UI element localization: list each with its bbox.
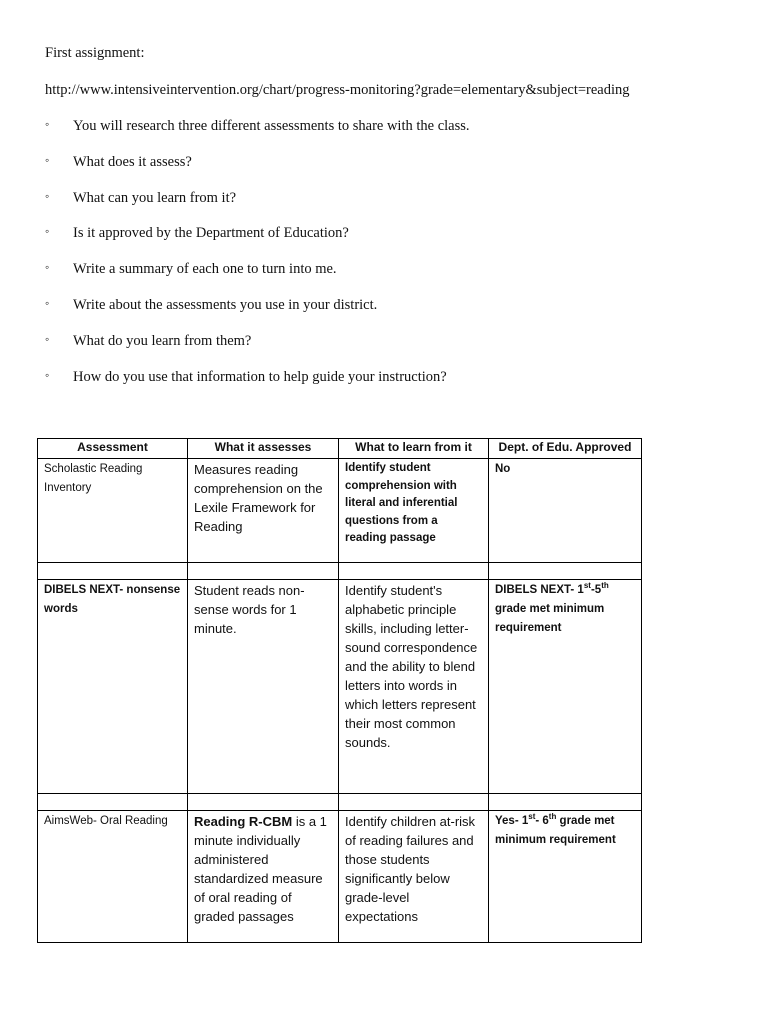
ordinal-suffix: th [548,812,557,822]
list-item-text: What do you learn from them? [73,332,252,349]
bullet-icon: ◦ [45,260,50,275]
bold-term: Reading R-CBM [194,814,293,829]
approved-text: -5 [590,584,602,596]
list-item [45,225,470,261]
bullet-icon: ◦ [45,331,50,346]
ordinal-suffix: th [601,581,609,591]
list-item [45,261,470,297]
list-item-text: Is it approved by the Department of Education? [73,225,349,242]
header-what-to-learn: What to learn from it [339,439,489,459]
assignment-heading: First assignment: [45,45,145,61]
list-item [45,190,470,226]
bullet-icon: ◦ [45,152,50,167]
list-item-text: Write a summary of each one to turn into me. [73,261,337,278]
table-row [38,811,642,943]
list-item [45,118,470,154]
list-item [45,297,470,333]
cell-assessment: DIBELS NEXT- nonsense words [38,580,188,794]
header-assessment: Assessment [38,439,188,459]
cell-approved [489,580,642,794]
cell-approved [489,811,642,943]
header-what-it-assesses: What it assesses [188,439,339,459]
bullet-icon: ◦ [45,367,50,382]
cell-assesses: Student reads non-sense words for 1 minute. [188,580,339,794]
list-item-text: Write about the assessments you use in your district. [73,296,378,313]
list-item-text: How do you use that information to help guide your instruction? [73,368,447,385]
assessment-table [37,438,642,943]
cell-learn: Identify children at-risk of reading failures and those students significantly below grade-level expectations [339,811,489,943]
list-item-text: What can you learn from it? [73,189,237,206]
cell-assessment: Scholastic Reading Inventory [38,459,188,563]
cell-learn: Identify student's alphabetic principle skills, including letter-sound correspondence and the ability to blend letters into words in which letters represent their most common sounds. [339,580,489,794]
list-item [45,333,470,369]
approved-text: grade met minimum requirement [495,815,616,846]
cell-assesses: Measures reading comprehension on the Lexile Framework for Reading [188,459,339,563]
bullet-icon: ◦ [45,295,50,310]
list-item [45,154,470,190]
table-spacer-row [38,563,642,580]
list-item [45,369,470,405]
cell-approved: No [489,459,642,563]
bullet-icon: ◦ [45,117,50,131]
header-approved: Dept. of Edu. Approved [489,439,642,459]
table-row [38,459,642,563]
approved-text: grade met minimum requirement [495,603,605,634]
approved-text: Yes- 1 [495,815,529,827]
instruction-list [45,118,470,404]
assesses-text: is a 1 minute individually administered standardized measure of oral reading of graded passages [194,814,327,924]
bullet-icon: ◦ [45,224,50,239]
table-header-row [38,439,642,459]
approved-text: - 6 [535,815,549,827]
list-item-text: You will research three different assessments to share with the class. [73,118,470,134]
cell-assesses [188,811,339,943]
cell-assessment: AimsWeb- Oral Reading [38,811,188,943]
ordinal-suffix: st [528,812,536,822]
ordinal-suffix: st [583,581,591,591]
table-row [38,580,642,794]
approved-text: DIBELS NEXT- 1 [495,584,584,596]
table-spacer-row [38,794,642,811]
reference-url[interactable]: http://www.intensiveintervention.org/chart/progress-monitoring?grade=elementary&subject=reading [45,82,630,98]
list-item-text: What does it assess? [73,153,192,170]
cell-learn: Identify student comprehension with literal and inferential questions from a reading passage [339,459,489,563]
bullet-icon: ◦ [45,188,50,203]
